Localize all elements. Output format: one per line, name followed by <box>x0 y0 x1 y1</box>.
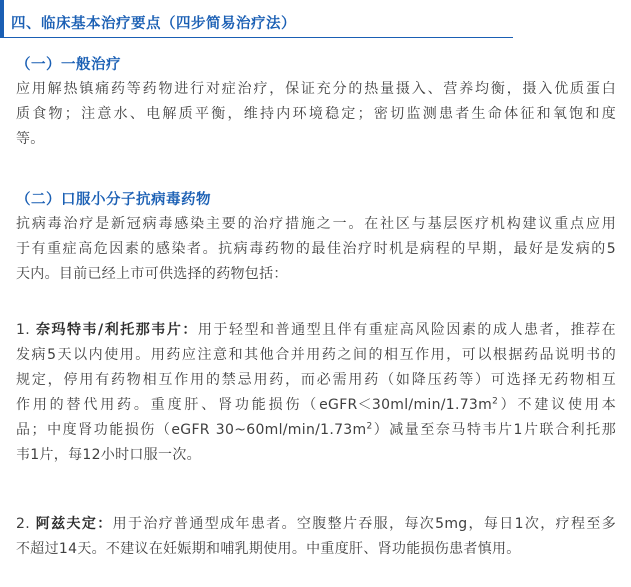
oral-antiviral-heading: （二）口服小分子抗病毒药物 <box>16 192 211 208</box>
section-header <box>0 0 513 38</box>
paragraph-line: 抗病毒治疗是新冠病毒感染主要的治疗措施之一。在社区与基层医疗机构建议重点应用 <box>16 216 616 232</box>
drug-2-name: 阿兹夫定 <box>35 516 98 532</box>
superscript: 2 <box>492 396 499 407</box>
drug-2-paragraph <box>16 512 616 562</box>
drug-1-line <box>16 318 616 343</box>
section-title: 四、临床基本治疗要点（四步简易治疗法） <box>11 16 296 32</box>
drug-1-text: 作用的替代用药。重度肝、肾功能损伤（eGFR＜30ml/min/1.73m <box>16 397 493 413</box>
drug-1-text: 用于轻型和普通型且伴有重症高风险因素的成人患者，推荐在 <box>197 322 616 338</box>
drug-1-name: 奈玛特韦/利托那韦片 <box>35 322 183 338</box>
paragraph-line: 等。 <box>16 131 45 147</box>
drug-2-text: 用于治疗普通型成年患者。空腹整片吞服，每次5mg，每日1次，疗程至多 <box>112 516 617 532</box>
superscript: 2 <box>366 421 373 432</box>
drug-1-text: ）不建议使用本 <box>498 397 616 413</box>
drug-2-number: 2. <box>16 516 36 532</box>
drug-1-text: 品；中度肾功能损伤（eGFR 30~60ml/min/1.73m <box>16 422 367 438</box>
general-treatment-heading: （一）一般治疗 <box>16 57 121 73</box>
drug-2-line <box>16 512 616 537</box>
paragraph-line: 质食物；注意水、电解质平衡，维持内环境稳定；密切监测患者生命体征和氧饱和度 <box>16 106 616 122</box>
paragraph-line: 应用解热镇痛药等药物进行对症治疗，保证充分的热量摄入、营养均衡，摄入优质蛋白 <box>16 81 616 97</box>
drug-1-line: 发病5天以内使用。用药应注意和其他合并用药之间的相互作用，可以根据药品说明书的 <box>16 347 616 363</box>
drug-1-line <box>16 418 616 443</box>
paragraph-line: 于有重症高危因素的感染者。抗病毒药物的最佳治疗时机是病程的早期，最好是发病的5 <box>16 241 616 257</box>
drug-1-paragraph <box>16 318 616 468</box>
drug-1-line: 规定，停用有药物相互作用的禁忌用药，而必需用药（如降压药等）可选择无药物相互 <box>16 372 616 388</box>
drug-1-text: ）减量至奈马特韦片1片联合利托那 <box>372 422 616 438</box>
drug-2-colon: ： <box>97 516 113 532</box>
paragraph-line: 天内。目前已经上市可供选择的药物包括： <box>16 266 288 282</box>
drug-2-line: 不超过14天。不建议在妊娠期和哺乳期使用。中重度肝、肾功能损伤患者慎用。 <box>16 541 521 557</box>
drug-1-number: 1. <box>16 322 36 338</box>
oral-antiviral-paragraph <box>16 212 616 287</box>
drug-1-colon: ： <box>182 322 198 338</box>
section-accent-bar <box>0 0 4 38</box>
general-treatment-paragraph <box>16 77 616 152</box>
drug-1-line <box>16 393 616 418</box>
drug-1-line: 韦1片，每12小时口服一次。 <box>16 447 201 463</box>
